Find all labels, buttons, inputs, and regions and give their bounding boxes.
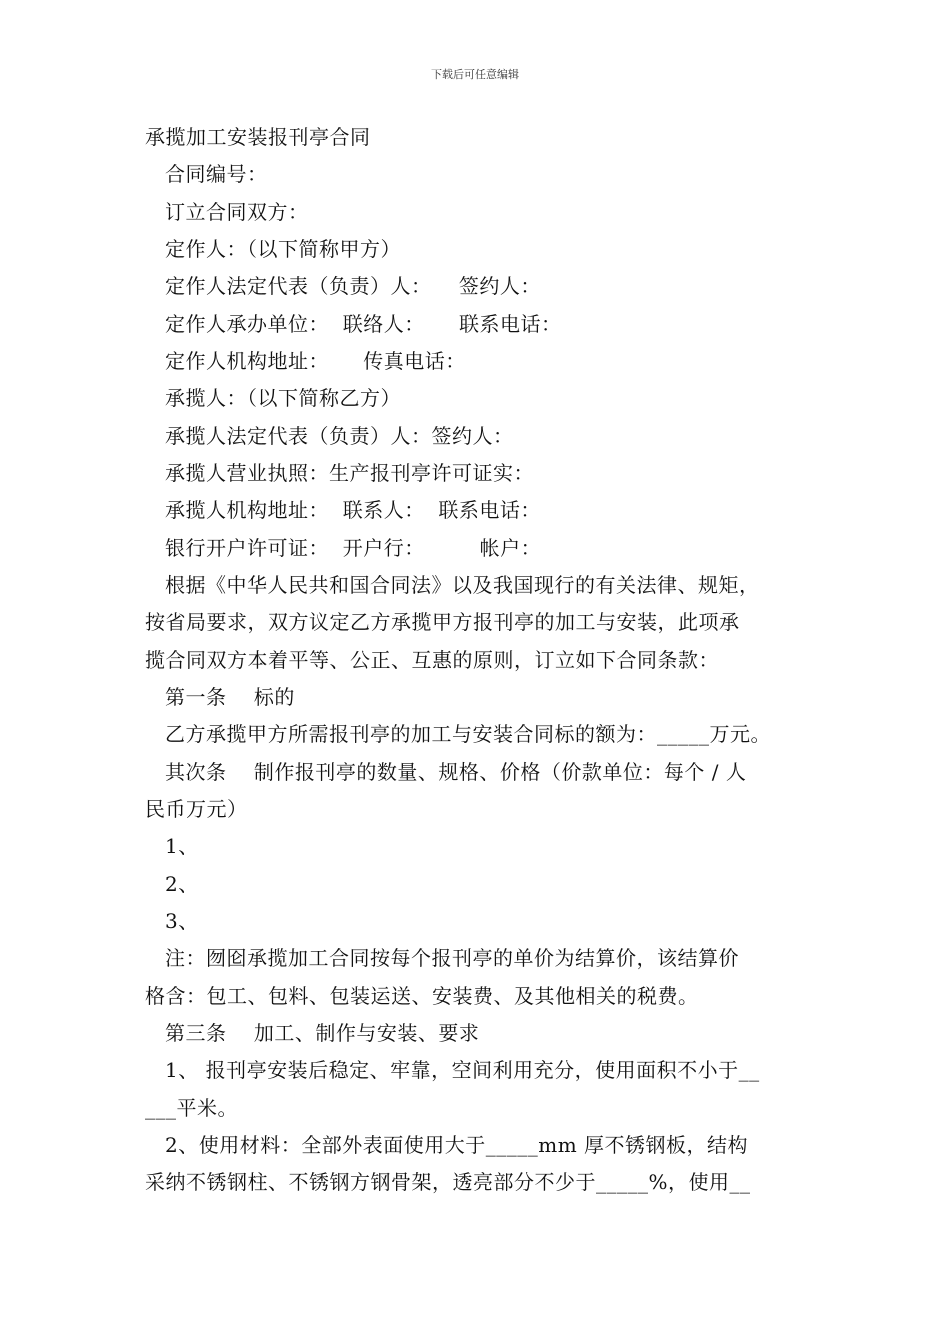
bank-line: 银行开户许可证： 开户行： 帐户： [165,536,542,560]
paragraph-line: 乙方承揽甲方所需报刊亭的加工与安装合同标的额为：_____万元。 [165,722,771,746]
party-b-license-line: 承揽人营业执照：生产报刊亭许可证实： [165,461,534,485]
article-heading: 其次条 制作报刊亭的数量、规格、价格（价款单位：每个 / 人 [165,760,747,784]
list-item: 2、 [165,872,199,896]
paragraph-line: 按省局要求，双方议定乙方承揽甲方报刊亭的加工与安装，此项承 [145,610,740,634]
party-a-unit-line: 定作人承办单位： 联络人： 联系电话： [165,312,562,336]
list-item: 3、 [165,909,199,933]
party-a-address-line: 定作人机构地址： 传真电话： [165,349,466,373]
parties-line: 订立合同双方： [165,200,309,224]
paragraph-line: 根据《中华人民共和国合同法》以及我国现行的有关法律、规矩， [165,573,760,597]
article-heading: 第一条 标的 [165,685,295,709]
document-title: 承揽加工安装报刊亭合同 [145,125,371,149]
paragraph-line: 民币万元） [145,797,248,821]
paragraph-line: 注：囫囵承揽加工合同按每个报刊亭的单价为结算价，该结算价 [165,946,739,970]
paragraph-line: 揽合同双方本着平等、公正、互惠的原则，订立如下合同条款： [145,648,719,672]
paragraph-line: 2、使用材料：全部外表面使用大于_____mm 厚不锈钢板，结构 [165,1133,749,1157]
party-b-address-line: 承揽人机构地址： 联系人： 联系电话： [165,498,541,522]
contract-number-line: 合同编号： [165,162,268,186]
paragraph-line: ___平米。 [145,1096,238,1120]
list-item: 1、 [165,834,199,858]
paragraph-line: 格含：包工、包料、包装运送、安装费、及其他相关的税费。 [145,984,699,1008]
paragraph-line: 1、 报刊亭安装后稳定、牢靠，空间利用充分，使用面积不小于__ [165,1058,760,1082]
party-b-rep-line: 承揽人法定代表（负责）人：签约人： [165,424,514,448]
party-b-line: 承揽人：（以下简称乙方） [165,386,401,410]
party-a-rep-line: 定作人法定代表（负责）人： 签约人： [165,274,541,298]
page-header: 下载后可任意编辑 [431,68,519,81]
paragraph-line: 采纳不锈钢柱、不锈钢方钢骨架，透亮部分不少于_____%，使用__ [145,1170,751,1194]
article-heading: 第三条 加工、制作与安装、要求 [165,1021,480,1045]
party-a-line: 定作人：（以下简称甲方） [165,237,401,261]
